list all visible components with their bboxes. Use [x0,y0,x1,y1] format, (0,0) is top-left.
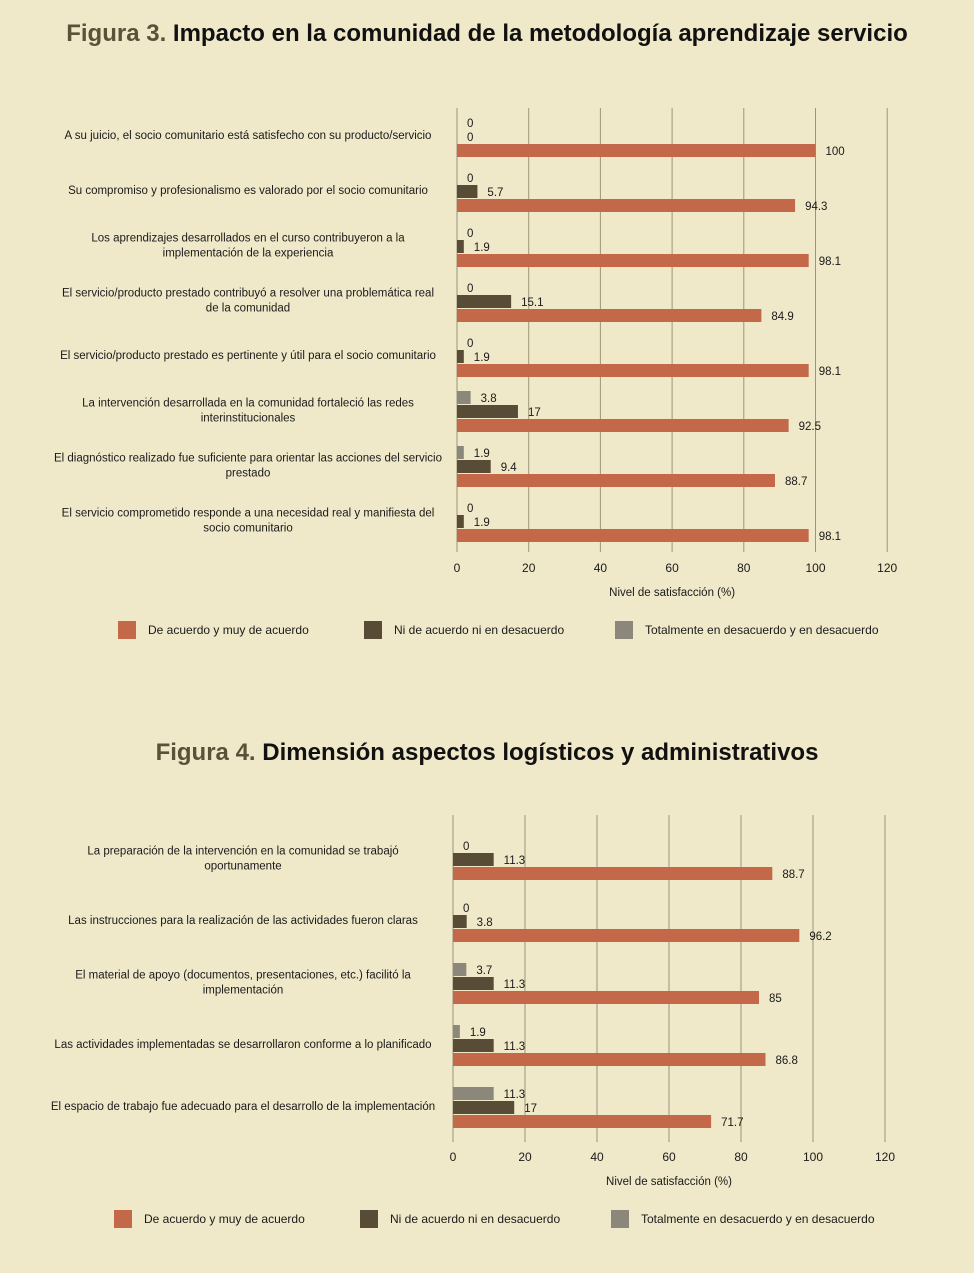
data-label-agree: 84.9 [771,311,794,323]
x-axis-label: Nivel de satisfacción (%) [609,587,736,599]
category-label: de la comunidad [205,302,291,315]
data-label-agree: 71.7 [721,1117,744,1129]
data-label-agree: 98.1 [818,531,842,543]
legend-swatch-agree [114,1210,132,1228]
data-label-neutral: 0 [467,132,474,144]
category-label: implementación [202,984,284,997]
legend-item-agree [114,1210,305,1228]
x-tick-label-0: 0 [449,1150,457,1164]
figure-3-heading: Impacto en la comunidad de la metodología aprendizaje servicio [172,20,908,47]
data-label-neutral: 17 [527,407,541,419]
bar-neutral [453,977,494,990]
x-tick-label-60: 60 [662,1150,676,1164]
data-label-agree: 96.2 [809,931,832,943]
data-label-disagree: 3.7 [476,965,493,977]
x-tick-label-100: 100 [805,561,826,575]
bar-disagree [453,1087,494,1100]
category-label: socio comunitario [203,522,293,535]
data-label-agree: 88.7 [782,869,805,881]
x-axis-label: Nivel de satisfacción (%) [606,1176,732,1188]
data-label-agree: 98.1 [818,366,842,378]
category-label: oportunamente [204,860,282,873]
x-tick-label-80: 80 [737,561,751,575]
bar-agree [453,1115,711,1128]
bar-agree [453,929,799,942]
data-label-neutral: 5.7 [487,187,504,199]
bar-disagree [453,963,466,976]
x-tick-label-40: 40 [593,561,608,575]
category-label: implementación de la experiencia [162,247,334,260]
x-tick-label-80: 80 [734,1150,748,1164]
data-label-disagree: 11.3 [503,1089,526,1101]
data-label-neutral: 1.9 [473,352,490,364]
data-label-neutral: 1.9 [473,517,490,529]
x-tick-label-20: 20 [522,561,536,575]
data-label-disagree: 3.8 [480,393,497,405]
legend-label-neutral: Ni de acuerdo ni en desacuerdo [394,623,565,637]
category-label: El diagnóstico realizado fue suficiente para orientar las acciones del servicio [53,452,443,465]
data-label-agree: 85 [769,993,782,1005]
data-label-disagree: 0 [467,118,474,130]
category-label: A su juicio, el socio comunitario está satisfecho con su producto/servicio [64,130,432,142]
category-label: prestado [225,467,271,480]
bar-neutral [453,1101,514,1114]
category-label: Las actividades implementadas se desarrollaron conforme a lo planificado [54,1039,432,1051]
category-label: Las instrucciones para la realización de las actividades fueron claras [68,915,418,927]
figure-4-legend [114,1210,874,1230]
data-label-neutral: 15.1 [521,297,544,309]
category-label: El material de apoyo (documentos, presentaciones, etc.) facilitó la [75,969,411,982]
figure-4-heading: Dimensión aspectos logísticos y administrativos [262,739,819,766]
bar-neutral [453,1039,494,1052]
bar-agree [453,991,759,1004]
data-label-agree: 92.5 [798,421,822,433]
data-label-neutral: 17 [524,1103,537,1115]
data-label-disagree: 0 [467,338,474,350]
data-label-disagree: 0 [467,173,474,185]
x-tick-label-40: 40 [590,1150,604,1164]
category-label: El servicio comprometido responde a una necesidad real y manifiesta del [61,507,435,520]
x-tick-label-0: 0 [453,561,461,575]
legend-item-disagree [611,1210,875,1228]
category-label: La preparación de la intervención en la comunidad se trabajó [87,845,399,858]
bar-disagree [453,1025,460,1038]
data-label-agree: 86.8 [775,1055,798,1067]
x-tick-label-60: 60 [665,561,679,575]
legend-swatch-neutral [360,1210,378,1228]
data-label-disagree: 0 [463,903,470,915]
category-label: interinstitucionales [200,412,296,425]
legend-label-disagree: Totalmente en desacuerdo y en desacuerdo [645,623,879,637]
data-label-neutral: 11.3 [503,1041,526,1053]
x-tick-label-100: 100 [802,1150,824,1164]
legend-swatch-disagree [611,1210,629,1228]
x-tick-label-120: 120 [877,561,898,575]
data-label-agree: 100 [825,146,845,158]
data-label-disagree: 1.9 [469,1027,486,1039]
x-tick-label-20: 20 [518,1150,532,1164]
category-label: La intervención desarrollada en la comunidad fortaleció las redes [82,397,414,410]
data-label-disagree: 0 [463,841,470,853]
data-label-agree: 98.1 [818,256,842,268]
data-label-neutral: 11.3 [503,979,526,991]
category-label: Los aprendizajes desarrollados en el curso contribuyeron a la [91,232,405,245]
data-label-neutral: 9.4 [500,462,517,474]
data-label-neutral: 3.8 [476,917,493,929]
data-label-agree: 94.3 [805,201,828,213]
category-label: El servicio/producto prestado es pertinente y útil para el socio comunitario [60,350,436,362]
legend-label-disagree: Totalmente en desacuerdo y en desacuerdo [641,1212,875,1226]
data-label-neutral: 11.3 [503,855,526,867]
data-label-agree: 88.7 [784,476,808,488]
bar-agree [453,867,772,880]
category-label: El espacio de trabajo fue adecuado para el desarrollo de la implementación [50,1101,436,1113]
x-tick-label-120: 120 [874,1150,896,1164]
bar-neutral [453,853,494,866]
data-label-disagree: 0 [467,503,474,515]
bar-agree [453,1053,765,1066]
legend-item-neutral [360,1210,560,1228]
category-label: El servicio/producto prestado contribuyó a resolver una problemática real [61,287,435,300]
figure-3-number: Figura 3. [66,20,167,47]
legend-label-neutral: Ni de acuerdo ni en desacuerdo [390,1212,561,1226]
legend-label-agree: De acuerdo y muy de acuerdo [148,623,309,637]
legend-label-agree: De acuerdo y muy de acuerdo [144,1212,305,1226]
figure-4-number: Figura 4. [155,739,256,766]
data-label-neutral: 1.9 [473,242,490,254]
data-label-disagree: 1.9 [473,448,490,460]
category-label: Su compromiso y profesionalismo es valorado por el socio comunitario [68,185,428,197]
data-label-disagree: 0 [467,283,474,295]
data-label-disagree: 0 [467,228,474,240]
bar-neutral [453,915,467,928]
